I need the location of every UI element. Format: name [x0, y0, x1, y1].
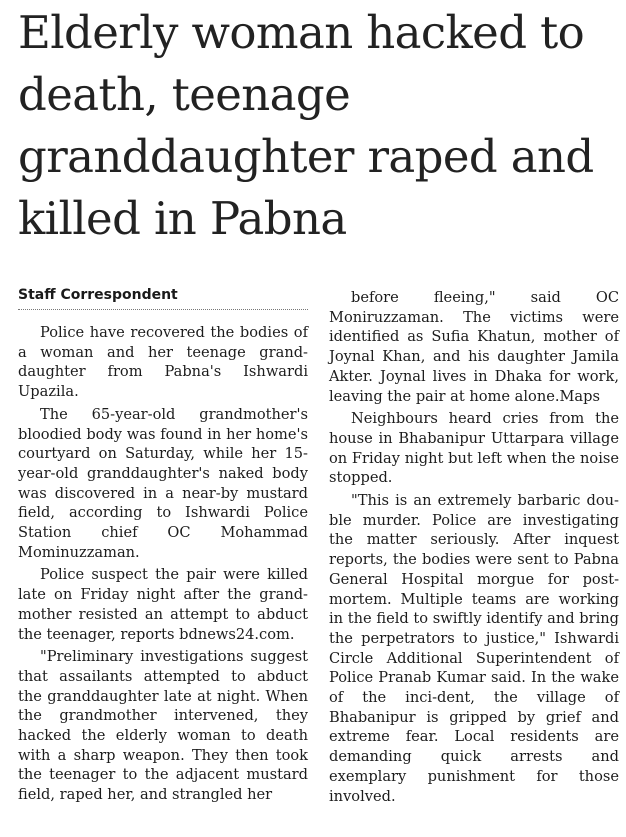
article-column-right	[329, 288, 619, 809]
headline: Elderly woman hacked to death, teenage granddaughter raped and killed in Pabna	[18, 6, 594, 245]
paragraph: "Preliminary investigations suggest that assailants attempted to abduct the granddaughter late at night. When the grandmother intervened, they hacked the elderly woman to death with a sharp weapon. They then took the teenager to the adjacent mustard field, raped her, and strangled her	[18, 648, 308, 804]
paragraph: Police suspect the pair were killed late on Friday night after the grand-mother resisted an attempt to abduct the teenager, reports bdnews24.com.	[18, 566, 308, 643]
paragraph: Police have recovered the bodies of a woman and her teenage grand-daughter from Pabna's Ishwardi Upazila.	[18, 324, 308, 401]
paragraph-continued: before fleeing," said OC Moniruzzaman. The victims were identified as Sufia Khatun, mother of Joynal Khan, and his daughter Jamila Akter. Joynal lives in Dhaka for work, leaving the pair at home alone.Maps	[329, 289, 619, 405]
article-column-left	[18, 286, 308, 808]
paragraph: "This is an extremely barbaric dou-ble murder. Police are investigating the matter seriously. After inquest reports, the bodies were sent to Pabna General Hospital morgue for post-mortem. Multiple teams are working in the field to swiftly identify and bring the perpetrators to justice," Ishwardi Circle Additional Superintendent of Police Pranab Kumar said. In the wake of the inci-dent, the village of Bhabanipur is gripped by grief and extreme fear. Local residents are demanding quick arrests and exemplary punishment for those involved.	[329, 492, 619, 805]
byline: Staff Correspondent	[18, 286, 308, 310]
paragraph: Neighbours heard cries from the house in Bhabanipur Uttarpara village on Friday night but left when the noise stopped.	[329, 410, 619, 487]
paragraph: The 65-year-old grandmother's bloodied body was found in her home's courtyard on Saturday, while her 15-year-old granddaughter's naked body was discovered in a near-by mustard field, according to Ishwardi Police Station chief OC Mohammad Mominuzzaman.	[18, 405, 308, 561]
